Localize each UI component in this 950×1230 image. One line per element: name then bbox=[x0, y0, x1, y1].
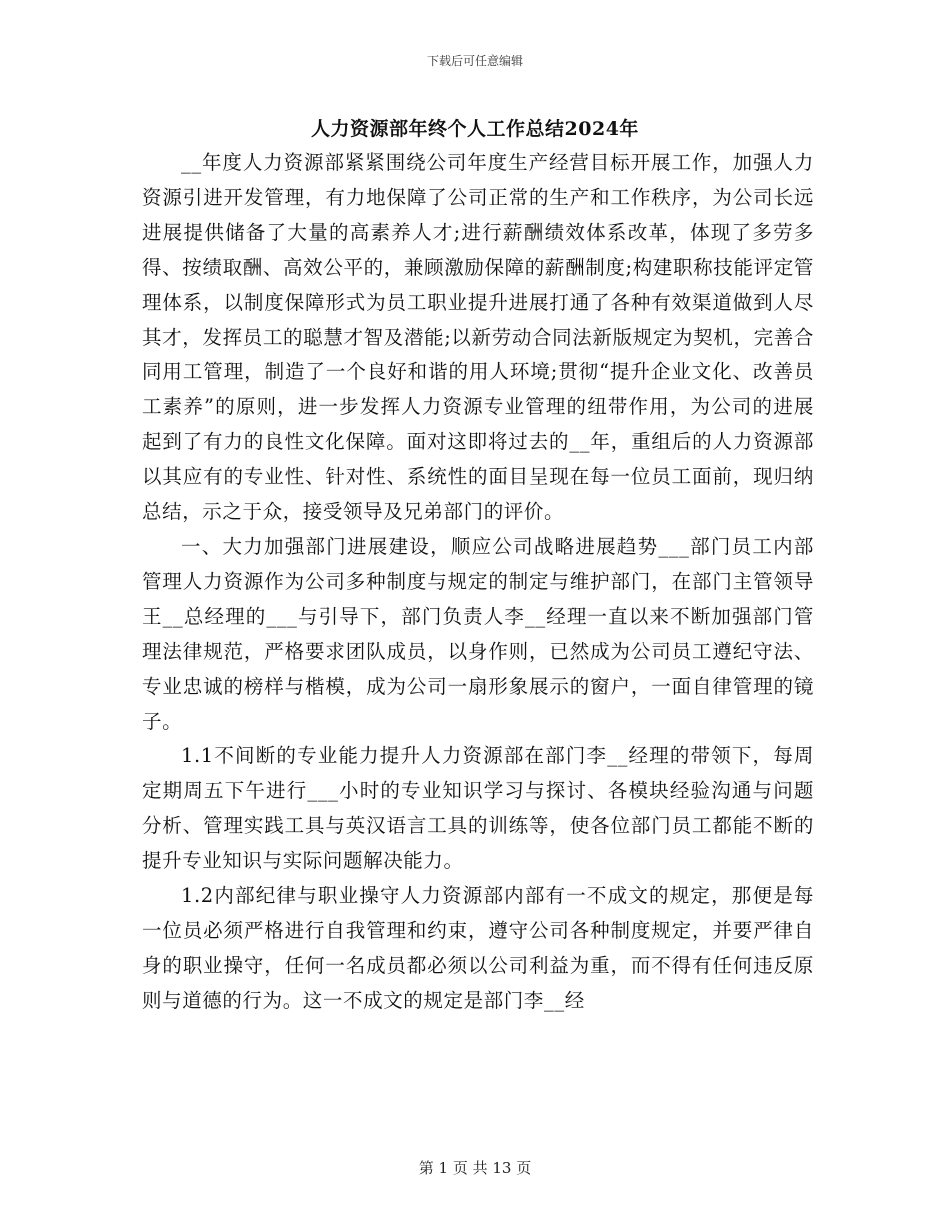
paragraph-intro: __年度人力资源部紧紧围绕公司年度生产经营目标开展工作，加强人力资源引进开发管理，有力地保障了公司正常的生产和工作秩序，为公司长远进展提供储备了大量的高素养人才;进行薪酬绩效体系改革，体现了多劳多得、按绩取酬、高效公平的，兼顾激励保障的薪酬制度;构建职称技能评定管理体系，以制度保障形式为员工职业提升进展打通了各种有效渠道做到人尽其才，发挥员工的聪慧才智及潜能;以新劳动合同法新版规定为契机，完善合同用工管理，制造了一个良好和谐的用人环境;贯彻“提升企业文化、改善员工素养”的原则，进一步发挥人力资源专业管理的纽带作用，为公司的进展起到了有力的良性文化保障。面对这即将过去的__年，重组后的人力资源部以其应有的专业性、针对性、系统性的面目呈现在每一位员工面前，现归纳总结，示之于众，接受领导及兄弟部门的评价。 bbox=[142, 151, 814, 524]
paragraph-section-1-1: 1.1不间断的专业能力提升人力资源部在部门李__经理的带领下，每周定期周五下午进行___小时的专业知识学习与探讨、各模块经验沟通与问题分析、管理实践工具与英汉语言工具的训练等，使各位部门员工都能不断的提升专业知识与实际问题解决能力。 bbox=[142, 744, 814, 873]
page-footer: 第 1 页 共 13 页 bbox=[418, 1159, 532, 1177]
header-note: 下载后可任意编辑 bbox=[426, 54, 523, 68]
document-body bbox=[142, 146, 814, 1019]
paragraph-section-1-2: 1.2内部纪律与职业操守人力资源部内部有一不成文的规定，那便是每一位员必须严格进行自我管理和约束，遵守公司各种制度规定，并要严律自身的职业操守，任何一名成员都必须以公司利益为重，而不得有任何违反原则与道德的行为。这一不成文的规定是部门李__经 bbox=[142, 884, 814, 1012]
paragraph-section-1: 一、大力加强部门进展建设，顺应公司战略进展趋势___部门员工内部管理人力资源作为公司多种制度与规定的制定与维护部门，在部门主管领导王__总经理的___与引导下，部门负责人李__经理一直以来不断加强部门管理法律规范，严格要求团队成员，以身作则，已然成为公司员工遵纪守法、专业忠诚的榜样与楷模，成为公司一扇形象展示的窗户，一面自律管理的镜子。 bbox=[142, 534, 814, 733]
document-title: 人力资源部年终个人工作总结2024年 bbox=[311, 118, 639, 140]
